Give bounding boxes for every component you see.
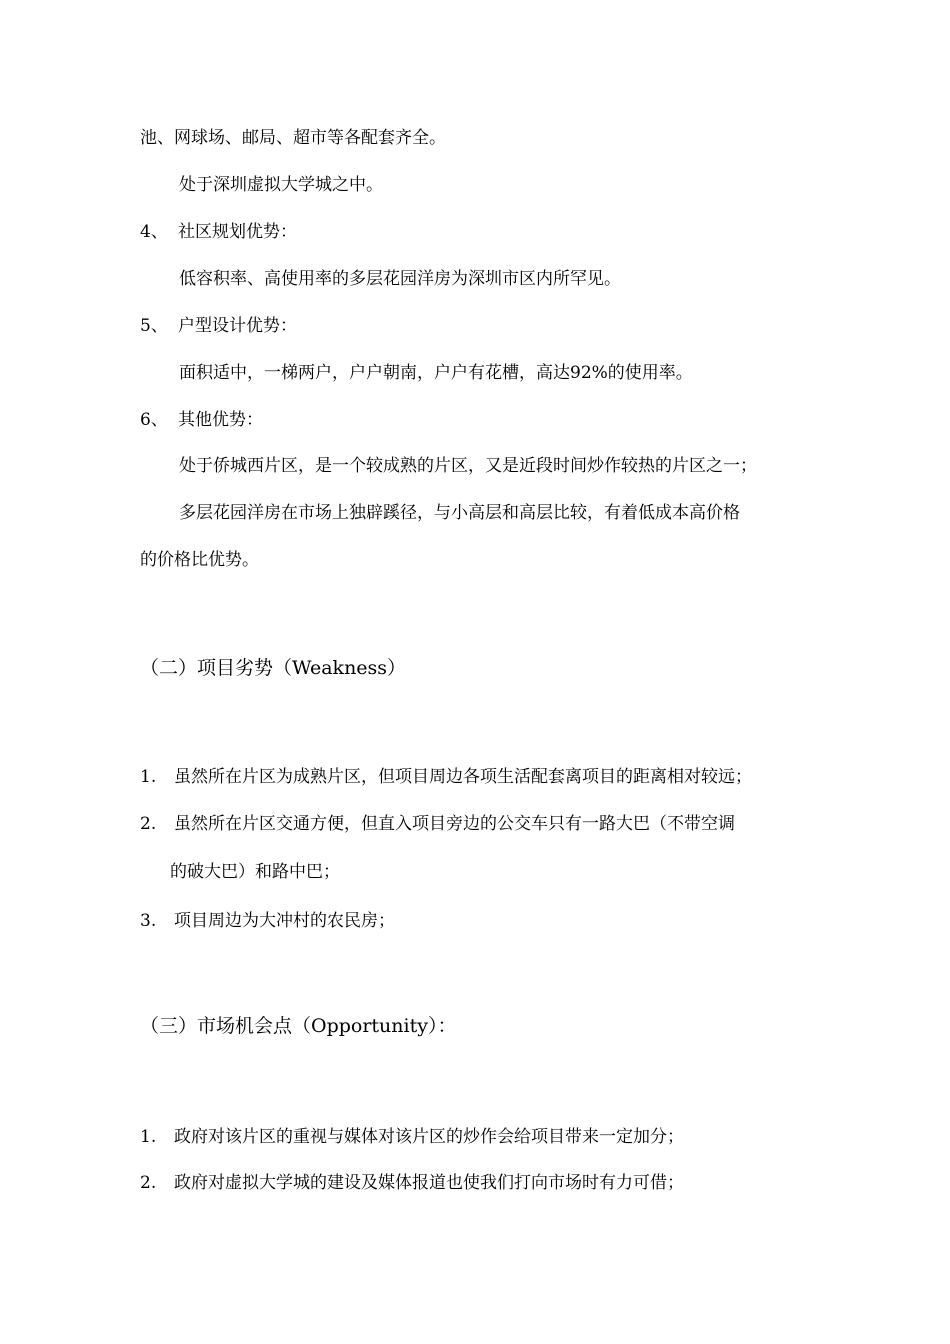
list-item-weakness-2-cont: 的破大巴）和路中巴； bbox=[170, 862, 340, 882]
paragraph-community-planning: 低容积率、高使用率的多层花园洋房为深圳市区内所罕见。 bbox=[179, 269, 621, 289]
section-heading-weakness: （二）项目劣势（Weakness） bbox=[140, 657, 407, 679]
list-text: 虽然所在片区为成熟片区，但项目周边各项生活配套离项目的距离相对较远； bbox=[174, 767, 752, 787]
list-item-advantage-6 bbox=[140, 410, 263, 430]
list-number: 3. bbox=[140, 911, 157, 931]
list-number: 2. bbox=[140, 1173, 157, 1193]
advantage-title: 户型设计优势： bbox=[178, 316, 297, 336]
list-item-opportunity-2 bbox=[140, 1173, 684, 1193]
advantage-title: 社区规划优势： bbox=[178, 222, 297, 242]
list-number: 2. bbox=[140, 814, 157, 834]
list-item-opportunity-1 bbox=[140, 1127, 684, 1147]
paragraph-other-advantage-1: 处于侨城西片区，是一个较成熟的片区，又是近段时间炒作较热的片区之一； bbox=[179, 456, 757, 476]
list-text: 政府对该片区的重视与媒体对该片区的炒作会给项目带来一定加分； bbox=[174, 1127, 684, 1147]
list-item-advantage-4 bbox=[140, 222, 297, 242]
list-number: 4、 bbox=[140, 222, 168, 242]
list-item-weakness-2 bbox=[140, 814, 735, 834]
list-item-weakness-3 bbox=[140, 911, 395, 931]
advantage-title: 其他优势： bbox=[178, 410, 263, 430]
list-number: 1. bbox=[140, 767, 157, 787]
list-number: 5、 bbox=[140, 316, 168, 336]
list-text: 虽然所在片区交通方便，但直入项目旁边的公交车只有一路大巴（不带空调 bbox=[174, 814, 735, 834]
list-text: 项目周边为大冲村的农民房； bbox=[174, 911, 395, 931]
list-number: 6、 bbox=[140, 410, 168, 430]
list-item-advantage-5 bbox=[140, 316, 297, 336]
paragraph-other-advantage-2: 多层花园洋房在市场上独辟蹊径，与小高层和高层比较，有着低成本高价格 bbox=[179, 503, 740, 523]
list-item-weakness-1 bbox=[140, 767, 752, 787]
paragraph-other-advantage-2-cont: 的价格比优势。 bbox=[140, 550, 259, 570]
section-heading-opportunity: （三）市场机会点（Opportunity）： bbox=[140, 1015, 457, 1037]
paragraph-unit-design: 面积适中，一梯两户，户户朝南，户户有花槽，高达92%的使用率。 bbox=[179, 363, 693, 383]
list-text: 政府对虚拟大学城的建设及媒体报道也使我们打向市场时有力可借； bbox=[174, 1173, 684, 1193]
list-number: 1. bbox=[140, 1127, 157, 1147]
paragraph-location: 处于深圳虚拟大学城之中。 bbox=[179, 175, 383, 195]
paragraph-facilities: 池、网球场、邮局、超市等各配套齐全。 bbox=[140, 128, 446, 148]
